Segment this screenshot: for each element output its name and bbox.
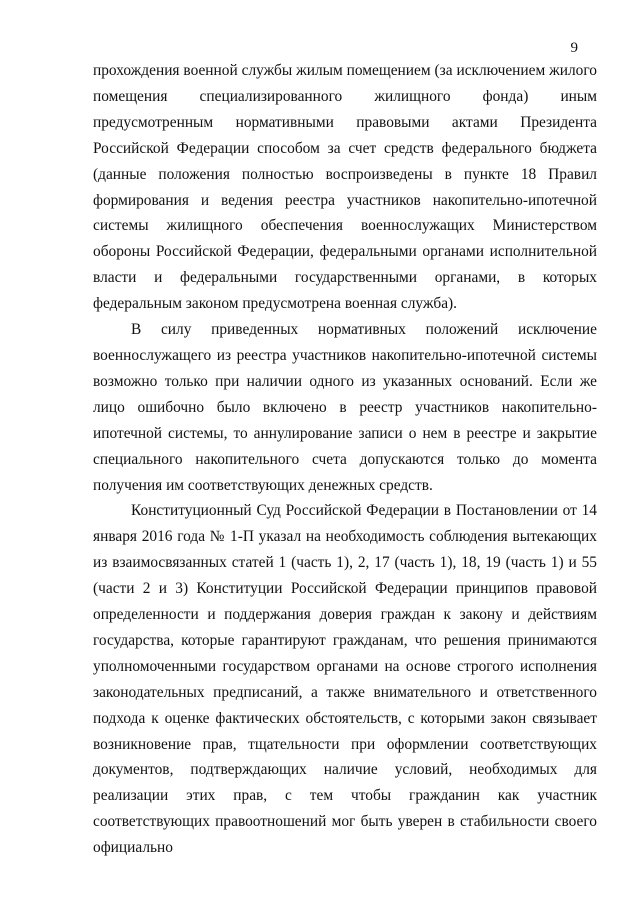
paragraph-continuation: прохождения военной службы жилым помещением (за исключением жилого помещения специализированного жилищного фонда) иным предусмотренным нормативными правовыми актами Президента Российской Федерации способом за счет средств федерального бюджета (данные положения полностью воспроизведены в пункте 18 Правил формирования и ведения реестра участников накопительно-ипотечной системы жилищного обеспечения военнослужащих Министерством обороны Российской Федерации, федеральными органами исполнительной власти и федеральными государственными органами, в которых федеральным законом предусмотрена военная служба). — [93, 62, 597, 313]
paragraph-constitutional-court: Конституционный Суд Российской Федерации в Постановлении от 14 января 2016 года № 1-П указал на необходимость соблюдения вытекающих из взаимосвязанных статей 1 (часть 1), 2, 17 (часть 1), 18, 19 (часть 1) и 55 (части 2 и 3) Конституции Российской Федерации принципов правовой определенности и поддержания доверия граждан к закону и действиям государства, которые гарантируют гражданам, что решения принимаются уполномоченными государством органами на основе строгого исполнения законодательных предписаний, а также внимательного и ответственного подхода к оценке фактических обстоятельств, с которыми закон связывает возникновение прав, тщательности при оформлении соответствующих документов, подтверждающих наличие условий, необходимых для реализации этих прав, с тем чтобы гражданин как участник соответствующих правоотношений мог быть уверен в стабильности своего официально — [93, 502, 597, 857]
page-number: 9 — [570, 40, 578, 56]
document-body — [93, 58, 597, 861]
paragraph-registry-exclusion: В силу приведенных нормативных положений исключение военнослужащего из реестра участников накопительно-ипотечной системы возможно только при наличии одного из указанных оснований. Если же лицо ошибочно было включено в реестр участников накопительно-ипотечной системы, то аннулирование записи о нем в реестре и закрытие специального накопительного счета допускаются только до момента получения им соответствующих денежных средств. — [93, 321, 597, 494]
